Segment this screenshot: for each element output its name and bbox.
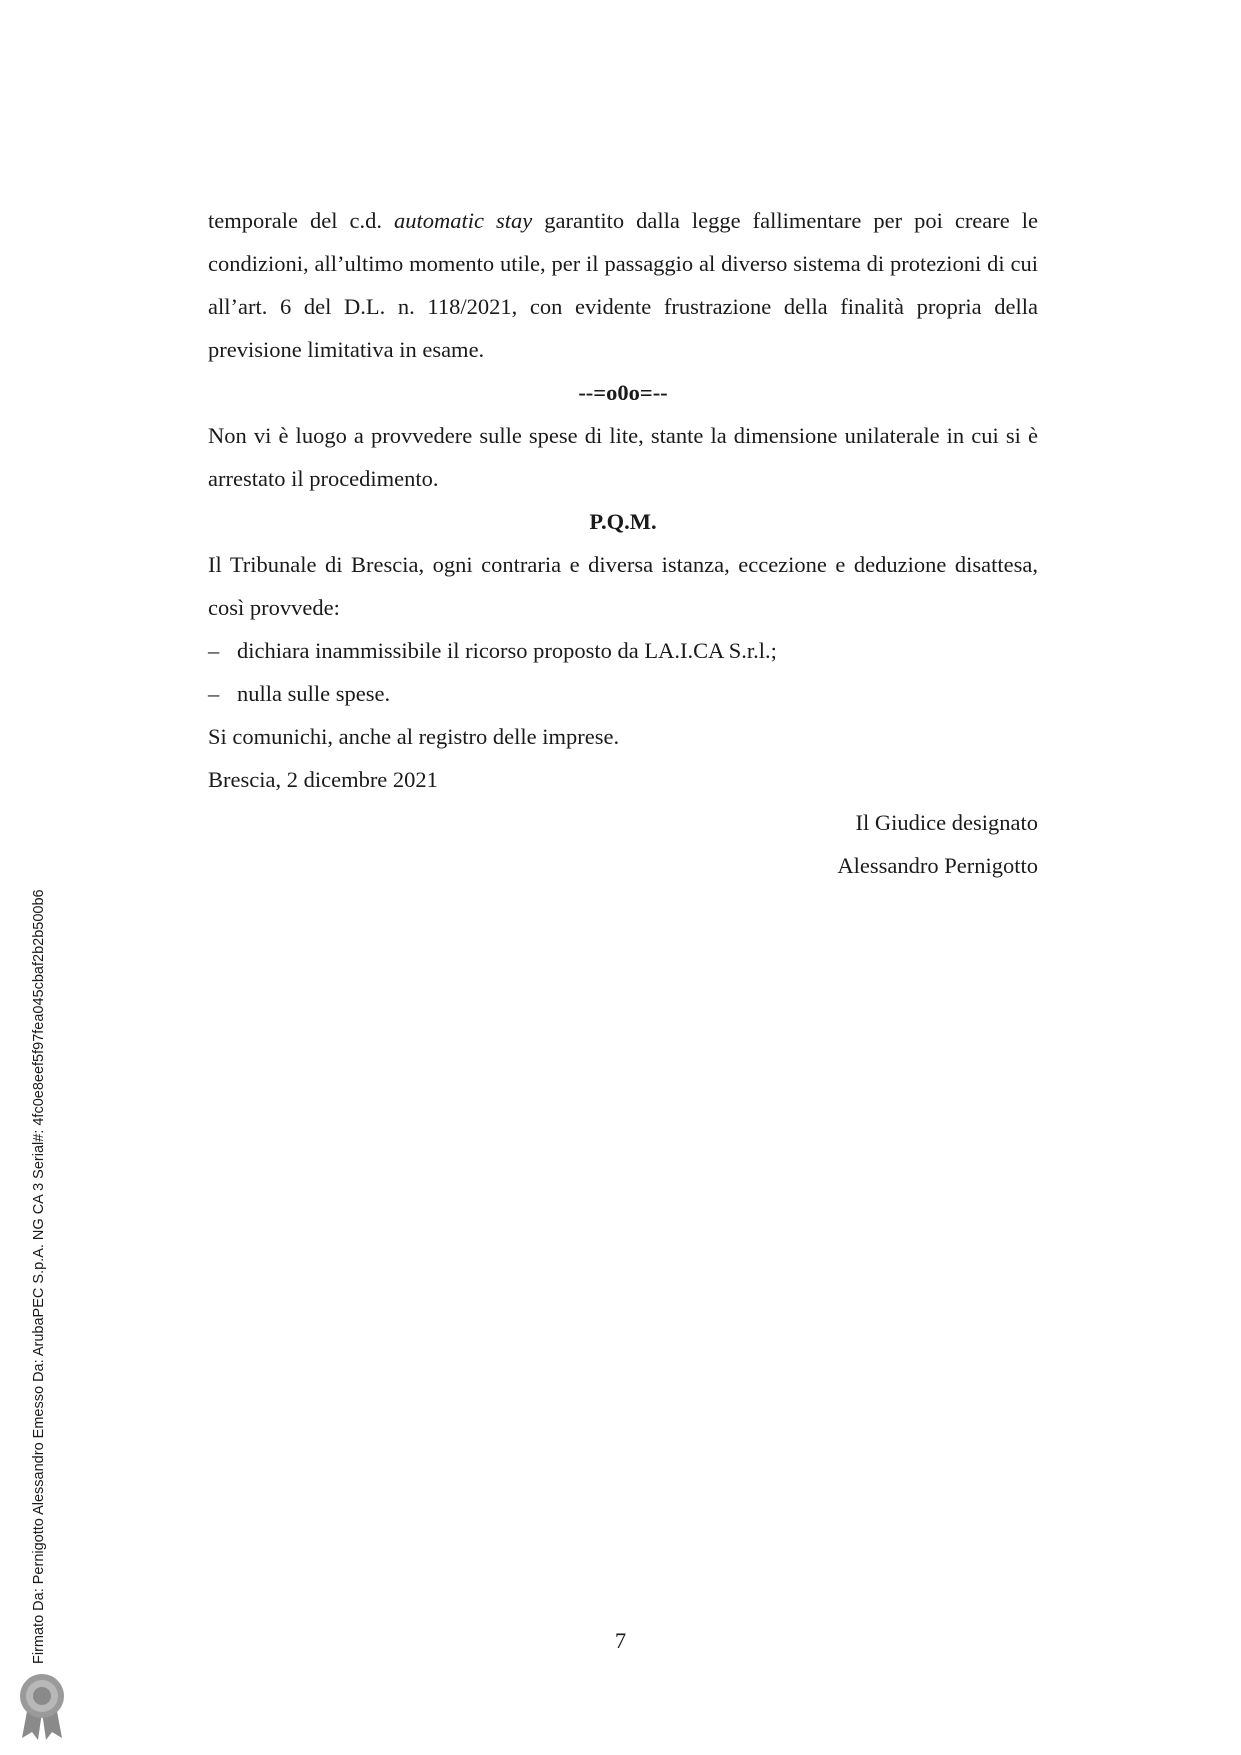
place-date-line: Brescia, 2 dicembre 2021 — [208, 767, 438, 792]
ruling-item-text: nulla sulle spese. — [237, 681, 391, 706]
ribbon-seal-icon — [16, 1672, 68, 1740]
communication-line: Si comunichi, anche al registro delle imprese. — [208, 724, 620, 749]
paragraph-text-start: temporale del c.d. — [208, 208, 394, 233]
dash-bullet: – — [208, 681, 220, 706]
judge-title: Il Giudice designato — [855, 810, 1038, 835]
ruling-list-item — [208, 672, 390, 715]
paragraph-text-end: garantito dalla legge fallimentare per poi creare le condizioni, all’ultimo momento utile, per il passaggio al diverso sistema di protezioni di cui all’art. 6 del D.L. n. 118/2021, con evidente frustrazione della finalità propria della previsione limitativa in esame. — [208, 208, 1039, 362]
italic-term: automatic stay — [393, 208, 533, 233]
ruling-item-text: dichiara inammissibile il ricorso proposto da LA.I.CA S.r.l.; — [237, 638, 777, 663]
ruling-list-item — [208, 629, 777, 672]
costs-paragraph: Non vi è luogo a provvedere sulle spese di lite, stante la dimensione unilaterale in cui si è arrestato il procedimento. — [208, 423, 1038, 491]
judge-name: Alessandro Pernigotto — [837, 853, 1038, 878]
pqm-heading: P.Q.M. — [589, 509, 657, 534]
section-separator: --=o0o=-- — [578, 380, 668, 405]
page-number: 7 — [614, 1628, 627, 1653]
body-paragraph — [208, 199, 1038, 371]
ruling-intro-paragraph: Il Tribunale di Brescia, ogni contraria e diversa istanza, eccezione e deduzione disattesa, così provvede: — [208, 552, 1038, 620]
dash-bullet: – — [208, 638, 220, 663]
digital-signature-stamp: Firmato Da: Pernigotto Alessandro Emesso Da: ArubaPEC S.p.A. NG CA 3 Serial#: 4fc0e8eef5f97fea045cbaf2b2b500b6 — [31, 889, 47, 1664]
